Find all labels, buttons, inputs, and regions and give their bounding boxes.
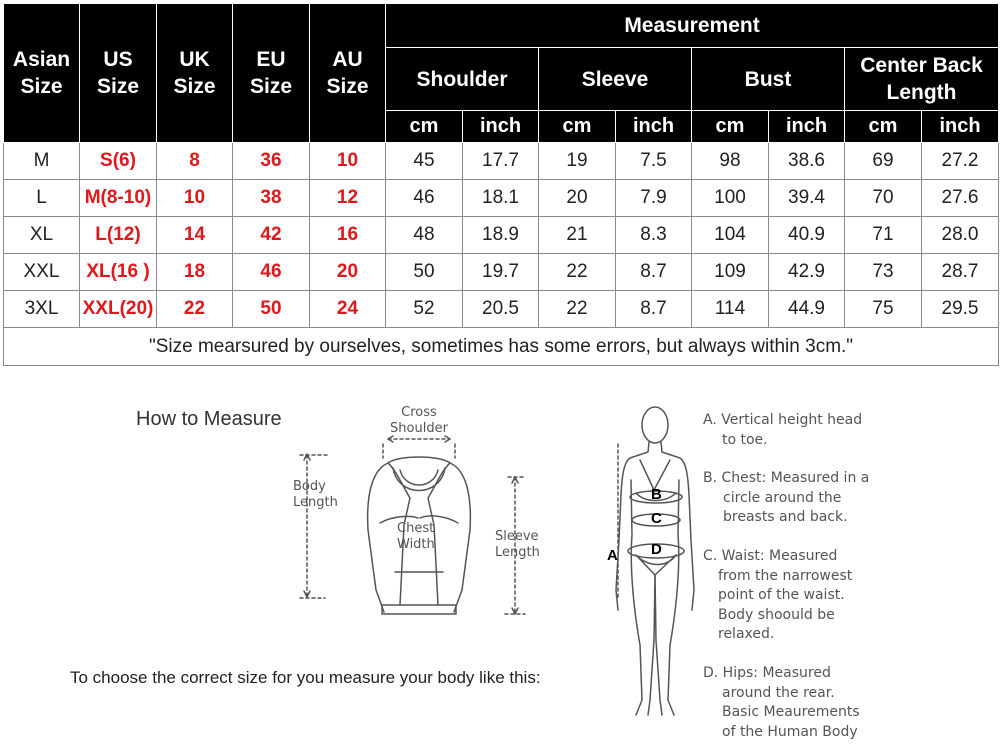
unit-sleeve-inch: inch: [616, 111, 692, 143]
unit-bust-cm: cm: [692, 111, 769, 143]
cell-shoulder-inch: 18.9: [463, 217, 539, 254]
unit-shoulder-inch: inch: [463, 111, 539, 143]
cell-uk-size: 22: [157, 291, 233, 328]
header-center-back-length: Center Back Length: [845, 48, 999, 111]
header-measurement: Measurement: [386, 4, 999, 48]
cell-au-size: 16: [310, 217, 386, 254]
cell-shoulder-inch: 17.7: [463, 143, 539, 180]
cell-back-cm: 71: [845, 217, 922, 254]
cell-back-inch: 28.7: [922, 254, 999, 291]
unit-back-cm: cm: [845, 111, 922, 143]
note-d-hips: D. Hips: Measured around the rear. Basic Meaurements of the Human Body: [703, 665, 860, 740]
note-a-height: A. Vertical height head to toe.: [703, 412, 863, 448]
unit-bust-inch: inch: [769, 111, 845, 143]
cell-uk-size: 18: [157, 254, 233, 291]
cell-sleeve-cm: 19: [539, 143, 616, 180]
cell-bust-inch: 42.9: [769, 254, 845, 291]
cell-bust-inch: 38.6: [769, 143, 845, 180]
cell-sleeve-inch: 8.7: [616, 254, 692, 291]
marker-b: B: [651, 486, 662, 503]
cell-bust-cm: 104: [692, 217, 769, 254]
marker-c: C: [651, 510, 662, 527]
cell-sleeve-cm: 21: [539, 217, 616, 254]
cell-asian-size: XL: [4, 217, 80, 254]
header-shoulder: Shoulder: [386, 48, 539, 111]
cell-back-inch: 27.6: [922, 180, 999, 217]
cell-uk-size: 14: [157, 217, 233, 254]
cell-uk-size: 10: [157, 180, 233, 217]
cell-bust-cm: 114: [692, 291, 769, 328]
cell-asian-size: M: [4, 143, 80, 180]
cell-back-inch: 29.5: [922, 291, 999, 328]
body-length-label: Body Length: [293, 479, 338, 510]
cell-shoulder-inch: 18.1: [463, 180, 539, 217]
cell-eu-size: 38: [233, 180, 310, 217]
header-au-size: AU Size: [310, 4, 386, 143]
marker-a: A: [607, 547, 618, 564]
cell-shoulder-cm: 50: [386, 254, 463, 291]
cell-sleeve-inch: 7.9: [616, 180, 692, 217]
cell-bust-inch: 44.9: [769, 291, 845, 328]
cell-us-size: XXL(20): [80, 291, 157, 328]
cell-bust-cm: 109: [692, 254, 769, 291]
cell-shoulder-inch: 20.5: [463, 291, 539, 328]
unit-back-inch: inch: [922, 111, 999, 143]
cell-us-size: L(12): [80, 217, 157, 254]
cell-eu-size: 42: [233, 217, 310, 254]
cell-au-size: 10: [310, 143, 386, 180]
cell-bust-inch: 40.9: [769, 217, 845, 254]
header-bust: Bust: [692, 48, 845, 111]
cell-au-size: 12: [310, 180, 386, 217]
cell-asian-size: 3XL: [4, 291, 80, 328]
human-body-figure: [616, 407, 694, 715]
measure-instruction: To choose the correct size for you measure your body like this:: [70, 668, 541, 687]
cell-au-size: 24: [310, 291, 386, 328]
cell-shoulder-cm: 48: [386, 217, 463, 254]
cell-back-cm: 75: [845, 291, 922, 328]
cell-eu-size: 46: [233, 254, 310, 291]
sleeve-length-label: Sleeve Length: [495, 529, 540, 560]
cell-shoulder-cm: 46: [386, 180, 463, 217]
cell-back-cm: 73: [845, 254, 922, 291]
cell-sleeve-inch: 8.3: [616, 217, 692, 254]
measurement-note: "Size mearsured by ourselves, sometimes has some errors, but always within 3cm.": [4, 328, 999, 366]
cell-us-size: XL(16 ): [80, 254, 157, 291]
cell-sleeve-cm: 22: [539, 254, 616, 291]
cell-us-size: M(8-10): [80, 180, 157, 217]
cell-back-inch: 28.0: [922, 217, 999, 254]
cell-eu-size: 50: [233, 291, 310, 328]
header-asian-size: Asian Size: [4, 4, 80, 143]
header-us-size: US Size: [80, 4, 157, 143]
chest-width-label: Chest Width: [397, 521, 435, 552]
cell-uk-size: 8: [157, 143, 233, 180]
unit-shoulder-cm: cm: [386, 111, 463, 143]
header-sleeve: Sleeve: [539, 48, 692, 111]
header-eu-size: EU Size: [233, 4, 310, 143]
cell-au-size: 20: [310, 254, 386, 291]
header-uk-size: UK Size: [157, 4, 233, 143]
how-to-measure-title: How to Measure: [136, 408, 282, 430]
cross-shoulder-label: Cross Shoulder: [390, 405, 448, 436]
cell-back-cm: 69: [845, 143, 922, 180]
cell-sleeve-cm: 20: [539, 180, 616, 217]
cell-bust-cm: 100: [692, 180, 769, 217]
unit-sleeve-cm: cm: [539, 111, 616, 143]
cell-bust-cm: 98: [692, 143, 769, 180]
cell-shoulder-cm: 45: [386, 143, 463, 180]
cell-sleeve-inch: 7.5: [616, 143, 692, 180]
cell-asian-size: L: [4, 180, 80, 217]
cell-shoulder-inch: 19.7: [463, 254, 539, 291]
note-b-chest: B. Chest: Measured in a circle around the breasts and back.: [703, 470, 870, 525]
note-c-waist: C. Waist: Measured from the narrowest point of the waist. Body shoould be relaxed.: [703, 548, 853, 642]
cell-sleeve-cm: 22: [539, 291, 616, 328]
cell-bust-inch: 39.4: [769, 180, 845, 217]
cell-asian-size: XXL: [4, 254, 80, 291]
cell-eu-size: 36: [233, 143, 310, 180]
cell-back-cm: 70: [845, 180, 922, 217]
cell-us-size: S(6): [80, 143, 157, 180]
cell-sleeve-inch: 8.7: [616, 291, 692, 328]
marker-d: D: [651, 541, 662, 558]
cell-shoulder-cm: 52: [386, 291, 463, 328]
cell-back-inch: 27.2: [922, 143, 999, 180]
